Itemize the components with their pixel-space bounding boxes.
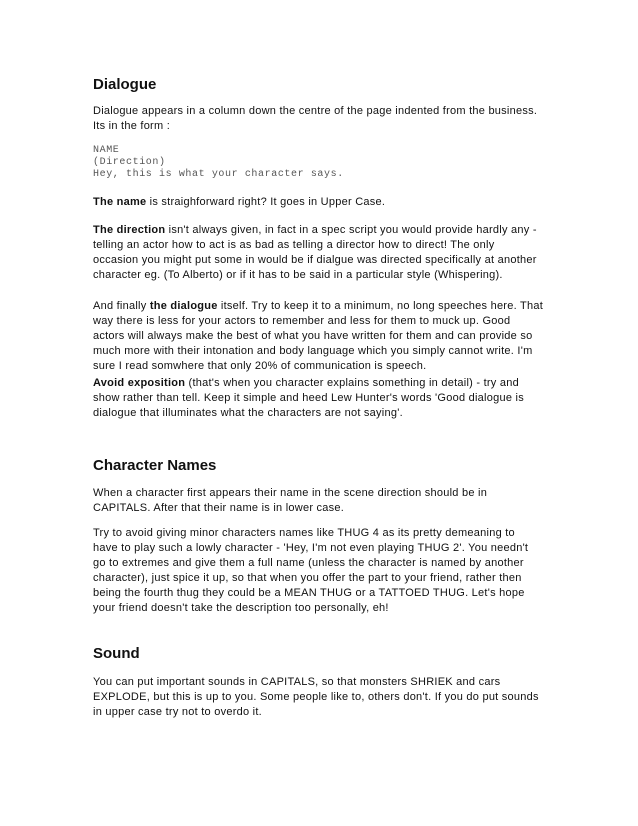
exposition-text: (that's when you character explains something in detail) - try and show rather than tell. Keep it simple and heed Lew Hunter's words 'Good dialogue is dialogue that illuminates what the characters are not saying'.: [93, 377, 524, 419]
example-name: NAME: [93, 145, 120, 156]
direction-text: isn't always given, in fact in a spec script you would provide hardly any - telling an actor how to act is as bad as telling a director how to direct! The only occasion you might put some in would be if dialgue was directed specifically at another character eg. (To Alberto) or if it has to be said in a particular style (Whispering).: [93, 224, 537, 281]
dialogue-pre: And finally: [93, 300, 150, 312]
name-term: The name: [93, 196, 147, 208]
direction-term: The direction: [93, 224, 166, 236]
name-paragraph: [93, 195, 543, 210]
character-names-para2: Try to avoid giving minor characters names like THUG 4 as its pretty demeaning to have to play such a lowly character - 'Hey, I'm not even playing THUG 2'. You needn't go to extremes and give them a full name (unless the character is named by another character), just spice it up, so that when you offer the part to your friend, rather then being the fourth thug they could be a MEAN THUG or a TATTOED THUG. Let's hope your friend doesn't take the description too personally, eh!: [93, 527, 529, 614]
sound-heading: Sound: [93, 645, 140, 662]
exposition-paragraph: [93, 376, 543, 421]
dialogue-text: itself. Try to keep it to a minimum, no long speeches here. That way there is less for your actors to remember and less for them to muck up. Good actors will always make the best of what you have written for them and can provide so much more with their intonation and body language which you simply cannot write. I'm sure I read somwhere that only 20% of communication is speech.: [93, 300, 544, 372]
name-text: is straighforward right? It goes in Upper Case.: [146, 196, 386, 208]
character-names-para1: When a character first appears their name in the scene direction should be in CAPITALS. After that their name is in lower case.: [93, 487, 488, 514]
direction-paragraph: [93, 223, 543, 283]
exposition-term: Avoid exposition: [93, 377, 186, 389]
character-names-heading: Character Names: [93, 457, 217, 474]
dialogue-heading: Dialogue: [93, 76, 157, 93]
dialogue-paragraph: [93, 299, 543, 374]
sound-para1: You can put important sounds in CAPITALS, so that monsters SHRIEK and cars EXPLODE, but this is up to you. Some people like to, others don't. If you do put sounds in upper case try not to overdo it.: [93, 676, 539, 718]
dialogue-intro: Dialogue appears in a column down the centre of the page indented from the business. Its in the form :: [93, 105, 538, 132]
dialogue-term: the dialogue: [149, 300, 218, 312]
example-direction: (Direction): [93, 157, 166, 168]
example-line: Hey, this is what your character says.: [93, 169, 344, 180]
